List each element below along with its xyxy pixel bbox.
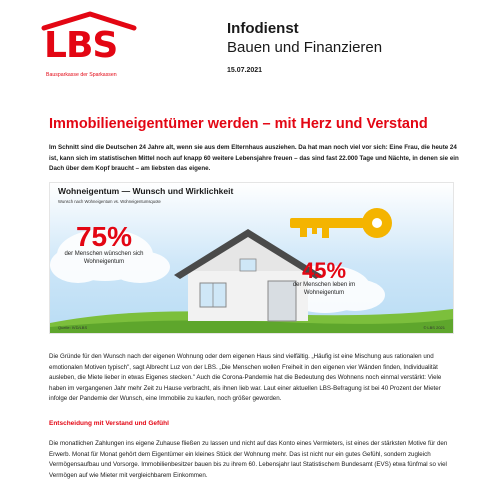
article-paragraph-2: Die monatlichen Zahlungen ins eigene Zuhause fließen zu lassen und nicht auf das Konto eines Vermieters, ist eines der stärksten Motive für den Erwerb. Monat für Monat gehört dem Eigentümer ein kleines Stück der Wohnung mehr. Das ist nicht nur ein gutes Gefühl, sondern zugleich Vermögensaufbau und Vorsorge. Immobilienbesitzer bauen bis zu ihrem 60. Lebensjahr laut Statistischem Bundesamt (EVS) etwa fünfmal so viel Vermögen auf wie Mieter mit vergleichbarem Einkommen. <box>49 440 448 479</box>
stat-reality <box>282 260 366 297</box>
infographic-source: Quelle: IVD/LBS <box>58 325 88 330</box>
article-lead: Im Schnitt sind die Deutschen 24 Jahre alt, wenn sie aus dem Elternhaus ausziehen. Da hat man noch viel vor sich: Eine Frau, die heute 24 ist, kann sich im statistischen Mittel noch auf knapp 60 weitere Lebensjahre freuen – das sind fast 22.000 Tage und Nächte, in denen sie ein Dach über dem Kopf braucht – am liebsten das eigene. <box>49 144 459 172</box>
publication-date: 15.07.2021 <box>227 67 263 74</box>
stat-wish-value: 75% <box>75 221 133 252</box>
article-subheading: Entscheidung mit Verstand und Gefühl <box>49 420 169 427</box>
infographic-copyright: © LBS 2021 <box>423 325 445 330</box>
article-paragraph-1: Die Gründe für den Wunsch nach der eigenen Wohnung oder dem eigenen Haus sind vielfältig. „Häufig ist eine Mischung aus rationalen und emotionalen Motiven typisch", sagt Albrecht Luz von der LBS. „Die Menschen wollen Freiheit in den eigenen vier Wänden finden, Individualität ausleben, die Miete lieber in etwas Eigenes stecken." Auch die Corona-Pandemie hat die Bedeutung des Wohnens noch einmal verstärkt: Viele haben im vergangenen Jahr mehr Zeit zu Hause verbracht, als ihnen lieb war. Laut einer aktuellen LBS-Befragung ist bei 40 Prozent der Mieter infolge der Pandemie der Wunsch, eine Immobilie zu kaufen, noch größer geworden. <box>49 353 442 402</box>
infographic-subtitle: Wunsch nach Wohneigentum vs. Wohneigentumsquote <box>58 199 161 204</box>
stat-reality-text: der Menschen leben im Wohneigentum <box>292 282 356 296</box>
infographic <box>49 182 454 334</box>
logo-text: LBS <box>44 25 118 66</box>
header-right <box>227 20 382 74</box>
infographic-title: Wohneigentum — Wunsch und Wirklichkeit <box>58 186 234 196</box>
brand-title: Infodienst <box>227 20 299 37</box>
key-icon <box>290 208 392 238</box>
logo-subtitle: Bausparkasse der Sparkassen <box>46 72 117 78</box>
stat-wish <box>62 223 146 266</box>
lbs-logo <box>40 10 140 80</box>
brand-subtitle: Bauen und Finanzieren <box>227 39 383 56</box>
article-title: Immobilieneigentümer werden – mit Herz und Verstand <box>49 116 428 132</box>
stat-wish-text: der Menschen wünschen sich Wohneigentum <box>64 251 144 265</box>
stat-reality-value: 45% <box>301 258 347 283</box>
